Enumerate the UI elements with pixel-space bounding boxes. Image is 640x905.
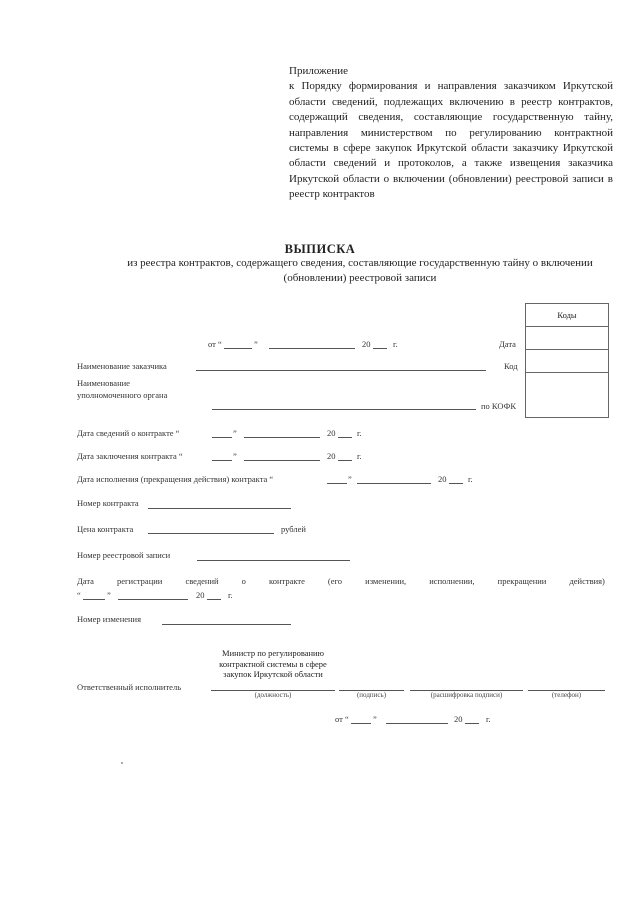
registry-number-label: Номер реестровой записи — [77, 550, 171, 560]
year-suffix: г. — [468, 474, 473, 484]
year-prefix: 20 — [196, 590, 205, 600]
contract-info-date-label: Дата сведений о контракте “ — [77, 428, 180, 438]
footer-month-line[interactable] — [386, 723, 448, 724]
document-subtitle: из реестра контрактов, содержащего сведения, составляющие государственную тайну о включении (обновлении) реестровой записи — [127, 257, 593, 284]
responsible-label: Ответственный исполнитель — [77, 682, 182, 692]
customer-line[interactable] — [196, 370, 486, 371]
date-g: г. — [393, 339, 398, 349]
registration-word: сведений — [185, 576, 219, 586]
decoding-caption: (расшифровка подписи) — [430, 691, 503, 699]
date-month-line[interactable] — [269, 348, 355, 349]
appendix-heading: Приложение — [289, 65, 349, 77]
year-prefix: 20 — [327, 451, 336, 461]
appendix-text: к Порядку формирования и направления заказчиком Иркутской области сведений, подлежащих включению в реестр контрактов, содержащий сведения, составляющие государственную тайну, направления министерством по регулированию контрактной системы в сфере закупок Иркутской области заказчику Иркутской области сведений и протоколов, а также извещения заказчика Иркутской области о включении (обновлении) реестровой записи в реестр контрактов — [289, 80, 613, 201]
contract-info-year-line[interactable] — [338, 437, 352, 438]
year-suffix: г. — [357, 428, 362, 438]
date-side-label: Дата — [499, 339, 516, 349]
contract-conclusion-day-line[interactable] — [212, 460, 232, 461]
appendix-block — [289, 64, 613, 203]
codes-header: Коды — [557, 310, 577, 320]
footer-date-from: от “ — [335, 714, 349, 724]
registration-date-label — [77, 576, 605, 586]
code-label: Код — [504, 361, 518, 371]
scan-speck — [121, 762, 123, 764]
year-suffix: г. — [228, 590, 233, 600]
quote-open: “ — [77, 590, 81, 600]
contract-execution-year-line[interactable] — [449, 483, 463, 484]
registration-word: о — [241, 576, 246, 586]
auth-body-label-1: Наименование — [77, 378, 130, 388]
rubles-label: рублей — [281, 524, 306, 534]
registration-year-line[interactable] — [207, 599, 221, 600]
registration-day-line[interactable] — [83, 599, 105, 600]
year-prefix: 20 — [438, 474, 447, 484]
customer-label: Наименование заказчика — [77, 361, 167, 371]
registry-number-line[interactable] — [197, 560, 350, 561]
registration-month-line[interactable] — [118, 599, 188, 600]
contract-execution-month-line[interactable] — [357, 483, 431, 484]
kofk-label: по КОФК — [481, 401, 517, 411]
quote-close: ” — [348, 474, 352, 484]
change-number-line[interactable] — [162, 624, 291, 625]
quote-close: ” — [107, 590, 111, 600]
date-year: 20 — [362, 339, 371, 349]
responsible-position: Министр по регулированию контрактной системы в сфере закупок Иркутской области — [219, 648, 327, 679]
change-number-label: Номер изменения — [77, 614, 142, 624]
footer-year: 20 — [454, 714, 463, 724]
registration-word: регистрации — [117, 576, 163, 586]
codes-table — [525, 303, 609, 418]
position-caption: (должность) — [254, 691, 292, 699]
signature-caption: (подпись) — [356, 691, 387, 699]
footer-quote: ” — [373, 714, 377, 724]
contract-info-month-line[interactable] — [244, 437, 320, 438]
contract-conclusion-date-label: Дата заключения контракта “ — [77, 451, 183, 461]
contract-number-line[interactable] — [148, 508, 291, 509]
registration-word: Дата — [77, 576, 94, 586]
contract-execution-day-line[interactable] — [327, 483, 347, 484]
contract-price-label: Цена контракта — [77, 524, 134, 534]
contract-info-day-line[interactable] — [212, 437, 232, 438]
contract-execution-date-label: Дата исполнения (прекращения действия) контракта “ — [77, 474, 274, 484]
phone-caption: (телефон) — [551, 691, 582, 699]
quote-close: ” — [233, 451, 237, 461]
contract-price-line[interactable] — [148, 533, 274, 534]
contract-number-label: Номер контракта — [77, 498, 139, 508]
year-prefix: 20 — [327, 428, 336, 438]
registration-word: (его — [327, 576, 343, 586]
registration-word: контракте — [269, 576, 305, 586]
registration-word: действия) — [569, 576, 605, 586]
date-day-line[interactable] — [224, 348, 252, 349]
date-quote: ” — [254, 339, 258, 349]
contract-conclusion-month-line[interactable] — [244, 460, 320, 461]
footer-year-line[interactable] — [465, 723, 479, 724]
document-title: ВЫПИСКА — [284, 242, 356, 256]
auth-body-label-2: уполномоченного органа — [77, 390, 168, 400]
year-suffix: г. — [357, 451, 362, 461]
codes-row-divider — [526, 349, 608, 350]
auth-body-line[interactable] — [212, 409, 476, 410]
registration-word: исполнении, — [429, 576, 475, 586]
footer-day-line[interactable] — [351, 723, 371, 724]
codes-row-divider — [526, 326, 608, 327]
registration-word: прекращении — [497, 576, 547, 586]
codes-row-divider — [526, 372, 608, 373]
footer-g: г. — [486, 714, 491, 724]
date-year-line[interactable] — [373, 348, 387, 349]
contract-conclusion-year-line[interactable] — [338, 460, 352, 461]
quote-close: ” — [233, 428, 237, 438]
registration-word: изменении, — [365, 576, 407, 586]
date-from-label: от “ — [208, 339, 222, 349]
